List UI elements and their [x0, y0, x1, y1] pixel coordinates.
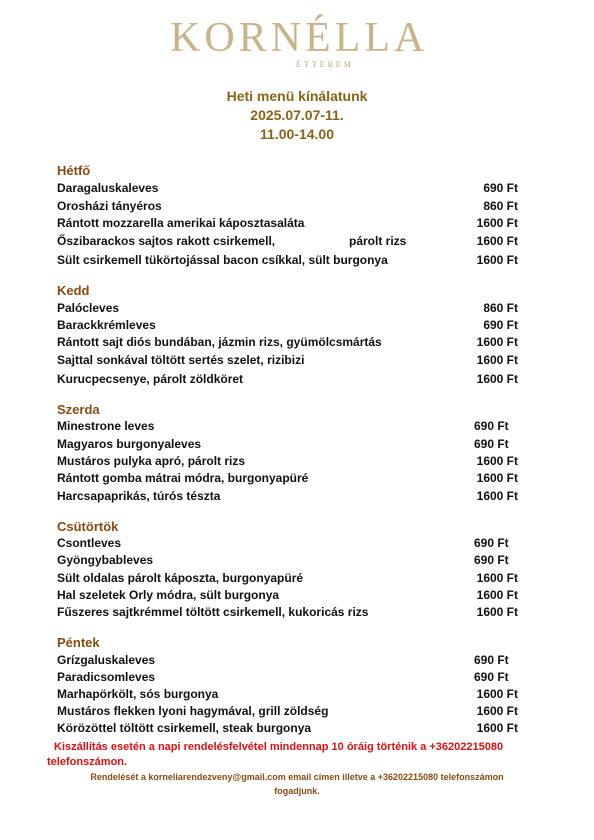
logo-wordmark: KORNÉLLA	[170, 15, 429, 61]
restaurant-logo	[170, 14, 429, 72]
menu-item-price: 1600 Ft	[476, 335, 518, 349]
menu-item-price: 1600 Ft	[476, 216, 518, 230]
menu-item: Rántott gomba mátrai módra, burgonyapüré	[57, 471, 309, 485]
menu-item: Barackkrémleves	[57, 318, 156, 332]
menu-item: Mustáros flekken lyoni hagymával, grill zöldség	[57, 704, 329, 718]
menu-item-price: 860 Ft	[483, 301, 518, 315]
menu-item: Kurucpecsenye, párolt zöldköret	[57, 372, 244, 386]
menu-item-price: 1600 Ft	[476, 489, 518, 503]
menu-item: Fűszeres sajtkrémmel töltött csirkemell, kukoricás rizs	[57, 605, 369, 619]
menu-item-price: 1600 Ft	[476, 234, 518, 248]
day-heading-monday: Hétfő	[57, 163, 91, 178]
menu-item-price: 1600 Ft	[476, 454, 518, 468]
menu-item: Daragaluskaleves	[57, 181, 159, 195]
menu-item-price: 690 Ft	[474, 536, 509, 550]
menu-item-price: 1600 Ft	[476, 704, 518, 718]
menu-item: Orosházi tányéros	[57, 199, 162, 213]
menu-item-price: 860 Ft	[483, 199, 518, 213]
menu-item: Marhapörkölt, sós burgonya	[57, 687, 219, 701]
menu-item: Minestrone leves	[57, 419, 155, 433]
menu-item-price: 1600 Ft	[476, 471, 518, 485]
menu-item-price: 1600 Ft	[476, 253, 518, 267]
menu-item-price: 1600 Ft	[476, 721, 518, 735]
menu-item-side: párolt rizs	[349, 234, 407, 248]
delivery-notice-line1: Kiszállítás esetén a napi rendelésfelvétel mindennap 10 óráig történik a +36202215080	[54, 741, 504, 753]
day-heading-friday: Péntek	[57, 635, 100, 650]
menu-item: Körözöttel töltött csirkemell, steak burgonya	[57, 721, 312, 735]
menu-item-price: 1600 Ft	[476, 588, 518, 602]
menu-hours: 11.00-14.00	[260, 126, 334, 142]
day-heading-tuesday: Kedd	[57, 283, 90, 298]
menu-item: Palócleves	[57, 301, 120, 315]
menu-item-price: 690 Ft	[474, 653, 509, 667]
menu-item: Mustáros pulyka apró, párolt rizs	[57, 454, 246, 468]
day-heading-thursday: Csütörtök	[57, 519, 119, 534]
menu-item-price: 1600 Ft	[476, 571, 518, 585]
menu-item-price: 690 Ft	[474, 419, 509, 433]
menu-item: Sült oldalas párolt káposzta, burgonyapüré	[57, 571, 304, 585]
menu-item-price: 1600 Ft	[476, 353, 518, 367]
contact-info-line2: fogadjunk.	[274, 786, 320, 796]
contact-info-line1: Rendelését a korneliarendezveny@gmail.com email címen illetve a +36202215080 telefonszámon	[90, 772, 504, 782]
menu-item: Grízgaluskaleves	[57, 653, 156, 667]
menu-item: Csontleves	[57, 536, 122, 550]
menu-item-price: 690 Ft	[474, 670, 509, 684]
menu-item-price: 690 Ft	[474, 553, 509, 567]
menu-item-price: 690 Ft	[483, 181, 518, 195]
menu-item-price: 690 Ft	[474, 437, 509, 451]
menu-item: Magyaros burgonyaleves	[57, 437, 202, 451]
menu-item-price: 1600 Ft	[476, 687, 518, 701]
menu-item-price: 1600 Ft	[476, 605, 518, 619]
menu-item: Rántott mozzarella amerikai káposztasaláta	[57, 216, 305, 230]
contact-info	[0, 770, 594, 798]
logo-subtitle: ÉTTEREM	[296, 60, 354, 69]
menu-item: Sajttal sonkával töltött sertés szelet, rizibizi	[57, 353, 305, 367]
menu-item-price: 1600 Ft	[476, 372, 518, 386]
menu-item: Paradicsomleves	[57, 670, 156, 684]
delivery-notice-line2: telefonszámon.	[47, 756, 128, 768]
menu-title: Heti menü kínálatunk	[226, 88, 368, 104]
delivery-notice	[47, 740, 552, 770]
menu-item: Gyöngybableves	[57, 553, 154, 567]
menu-item: Sült csirkemell tükörtojással bacon csíkkal, sült burgonya	[57, 253, 388, 267]
menu-item: Rántott sajt diós bundában, jázmin rizs, gyümölcsmártás	[57, 335, 382, 349]
menu-item: Őszibarackos sajtos rakott csirkemell,	[57, 234, 276, 248]
menu-dates: 2025.07.07-11.	[250, 107, 344, 123]
menu-item: Hal szeletek Orly módra, sült burgonya	[57, 588, 280, 602]
menu-item: Harcsapaprikás, túrós tészta	[57, 489, 221, 503]
menu-item-price: 690 Ft	[483, 318, 518, 332]
day-heading-wednesday: Szerda	[57, 402, 100, 417]
